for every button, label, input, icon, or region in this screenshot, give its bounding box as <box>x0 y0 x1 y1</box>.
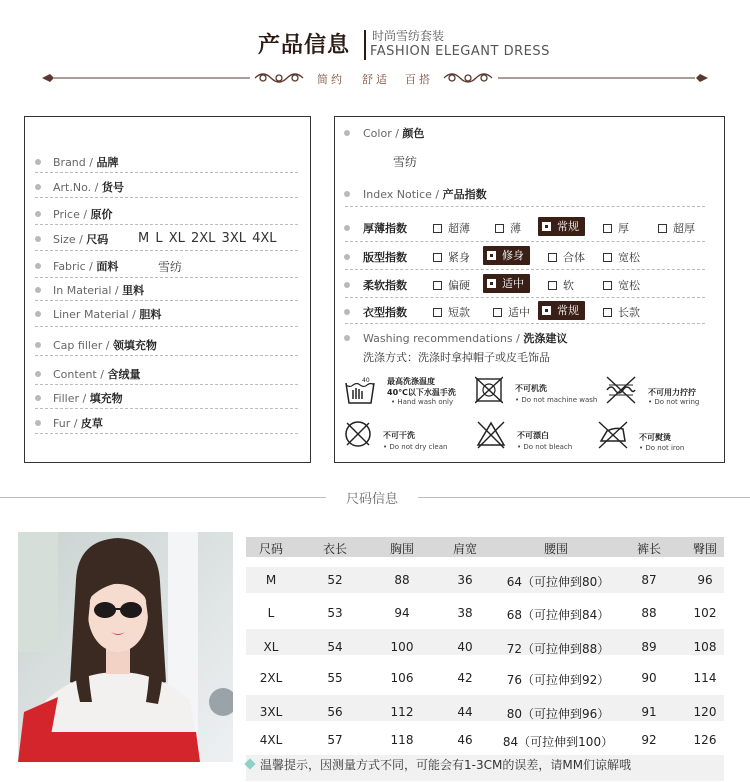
index-option: 宽松 <box>603 277 640 293</box>
info-label-fabric: Fabric / 面料 <box>53 260 119 273</box>
index-option: 厚 <box>603 220 629 236</box>
bullet-icon <box>35 184 41 190</box>
table-cell: 90 <box>641 671 657 685</box>
info-label-liner-material: Liner Material / 胆料 <box>53 308 162 321</box>
table-cell: 56 <box>327 705 343 719</box>
index-option: 偏硬 <box>433 277 470 293</box>
table-cell: 53 <box>327 606 343 620</box>
table-cell: 55 <box>327 671 343 685</box>
tagline-item: 百搭 <box>405 73 433 86</box>
color-label: Color / 颜色 <box>363 127 425 140</box>
table-cell: 52 <box>327 573 343 587</box>
table-cell: 102 <box>693 606 717 620</box>
divider <box>35 355 298 356</box>
size-notice: 温馨提示，因测量方式不同，可能会有1-3CM的误差，请MM们谅解哦 <box>260 758 632 772</box>
bullet-icon <box>35 287 41 293</box>
table-cell: 4XL <box>259 733 283 747</box>
index-option: 超厚 <box>658 220 695 236</box>
table-cell: 72（可拉伸到88） <box>506 642 610 656</box>
index-option: 宽松 <box>603 249 640 265</box>
wash-title: 不可漂白 <box>517 431 549 440</box>
divider <box>0 497 326 498</box>
divider <box>35 326 298 327</box>
index-name-fit: 版型指数 <box>363 251 407 264</box>
wash-title: 最高洗涤温度 <box>387 377 435 386</box>
table-cell: 100 <box>390 640 414 654</box>
index-name-softness: 柔软指数 <box>363 279 407 292</box>
table-cell: 91 <box>641 705 657 719</box>
bullet-icon <box>35 420 41 426</box>
ornament-right-icon <box>440 70 710 86</box>
index-name-length: 衣型指数 <box>363 306 407 319</box>
washing-label: Washing recommendations / 洗涤建议 <box>363 332 568 345</box>
wash-note: • Hand wash only <box>391 398 454 406</box>
bullet-icon <box>35 342 41 348</box>
wash-note: • Do not iron <box>639 444 685 452</box>
table-cell: 84（可拉伸到100） <box>502 735 614 749</box>
divider <box>35 250 298 251</box>
table-cell: 46 <box>457 733 473 747</box>
bullet-icon <box>344 309 350 315</box>
info-label-size: Size / 尺码 <box>53 233 109 246</box>
no-iron-icon <box>597 419 629 449</box>
title-divider <box>364 30 366 60</box>
divider <box>35 408 298 409</box>
divider <box>35 300 298 301</box>
table-header-cell: 腰围 <box>543 542 568 556</box>
info-label-in-material: In Material / 里料 <box>53 284 145 297</box>
table-cell: 112 <box>390 705 414 719</box>
washing-method: 洗涤方式：洗涤时拿掉帽子或皮毛饰品 <box>363 351 550 364</box>
table-header-row <box>246 537 724 557</box>
table-cell: 44 <box>457 705 473 719</box>
tagline-item: 简约 <box>317 73 345 86</box>
table-cell: M <box>265 573 277 587</box>
table-cell: 108 <box>693 640 717 654</box>
divider <box>35 224 298 225</box>
table-cell: XL <box>263 640 279 654</box>
table-cell: 3XL <box>259 705 283 719</box>
table-header-cell: 胸围 <box>389 542 414 556</box>
index-name-thickness: 厚薄指数 <box>363 222 407 235</box>
bullet-icon <box>344 282 350 288</box>
table-cell: 87 <box>641 573 657 587</box>
wash-title: 不可机洗 <box>515 384 547 393</box>
info-label-cap-filler: Cap filler / 领填充物 <box>53 339 157 352</box>
product-info-panel <box>24 116 311 463</box>
info-label-content: Content / 含绒量 <box>53 368 141 381</box>
no-dry-clean-icon <box>343 419 373 449</box>
table-header-cell: 肩宽 <box>452 542 477 556</box>
table-cell: 88 <box>394 573 410 587</box>
table-cell: 57 <box>327 733 343 747</box>
wash-note: • Do not wring <box>648 398 700 406</box>
table-header-cell: 衣长 <box>322 542 347 556</box>
divider <box>345 269 705 270</box>
info-label-brand: Brand / 品牌 <box>53 156 119 169</box>
divider <box>35 172 298 173</box>
info-label-fur: Fur / 皮草 <box>53 417 103 430</box>
divider <box>35 384 298 385</box>
wash-title: 不可干洗 <box>383 431 415 440</box>
svg-text:40: 40 <box>362 377 370 384</box>
tagline-item: 舒适 <box>362 73 390 86</box>
bullet-icon <box>344 130 350 136</box>
table-cell: 80（可拉伸到96） <box>506 707 610 721</box>
index-option: 长款 <box>603 304 640 320</box>
divider <box>345 297 705 298</box>
table-cell: 42 <box>457 671 473 685</box>
info-label-filler: Filler / 填充物 <box>53 392 123 405</box>
table-cell: 88 <box>641 606 657 620</box>
index-option: 超薄 <box>433 220 470 236</box>
bullet-icon <box>344 191 350 197</box>
table-cell: 92 <box>641 733 657 747</box>
divider <box>35 277 298 278</box>
table-cell: 96 <box>697 573 713 587</box>
info-label-art-no: Art.No. / 货号 <box>53 181 124 194</box>
divider <box>418 497 750 498</box>
table-header-cell: 裤长 <box>636 542 661 556</box>
hand-wash-icon <box>343 375 377 407</box>
index-option-selected: 适中 <box>483 274 530 293</box>
table-cell: 54 <box>327 640 343 654</box>
wash-note: • Do not bleach <box>517 443 573 451</box>
divider <box>35 433 298 434</box>
table-cell: 64（可拉伸到80） <box>506 575 610 589</box>
no-bleach-icon <box>475 419 507 449</box>
index-notice-label: Index Notice / 产品指数 <box>363 188 487 201</box>
table-cell: L <box>267 606 275 620</box>
bullet-icon <box>35 311 41 317</box>
page-subtitle-cn: 时尚雪纺套装 <box>372 29 445 43</box>
table-cell: 106 <box>390 671 414 685</box>
table-cell: 118 <box>390 733 414 747</box>
page-header <box>0 24 750 64</box>
bullet-icon <box>344 225 350 231</box>
wash-title: 不可熨烫 <box>639 433 671 442</box>
size-section-title: 尺码信息 <box>346 492 399 507</box>
wash-title: 40℃以下水温手洗 <box>387 388 456 397</box>
index-option: 紧身 <box>433 249 470 265</box>
bullet-icon <box>344 254 350 260</box>
table-cell: 94 <box>394 606 410 620</box>
no-wring-icon <box>605 375 637 405</box>
wash-note: • Do not machine wash <box>515 396 598 404</box>
bullet-icon <box>35 371 41 377</box>
table-cell: 40 <box>457 640 473 654</box>
table-cell: 114 <box>693 671 717 685</box>
color-value: 雪纺 <box>393 155 418 169</box>
table-cell: 68（可拉伸到84） <box>506 608 610 622</box>
index-option-selected: 常规 <box>538 301 585 320</box>
bullet-icon <box>35 211 41 217</box>
bullet-icon <box>35 159 41 165</box>
table-cell: 126 <box>693 733 717 747</box>
table-cell: 38 <box>457 606 473 620</box>
bullet-icon <box>344 335 350 341</box>
page-subtitle-en: FASHION ELEGANT DRESS <box>370 44 550 59</box>
divider <box>35 197 298 198</box>
table-header-cell: 臀围 <box>692 542 717 556</box>
index-option: 合体 <box>548 249 585 265</box>
table-cell: 89 <box>641 640 657 654</box>
product-index-panel <box>334 116 725 463</box>
bullet-icon <box>35 395 41 401</box>
bullet-icon <box>35 263 41 269</box>
info-label-price: Price / 原价 <box>53 208 113 221</box>
index-option: 适中 <box>493 304 530 320</box>
table-cell: 76（可拉伸到92） <box>506 673 610 687</box>
index-option: 软 <box>548 277 574 293</box>
table-cell: 120 <box>693 705 717 719</box>
ornament-left-icon <box>40 70 305 86</box>
wash-title: 不可用力拧拧 <box>648 388 696 397</box>
model-illustration-icon <box>18 532 233 762</box>
table-header-cell: 尺码 <box>258 542 283 556</box>
divider <box>345 241 705 242</box>
table-cell: 36 <box>457 573 473 587</box>
index-option: 薄 <box>495 220 521 236</box>
index-option-selected: 常规 <box>538 217 585 236</box>
divider <box>345 323 705 324</box>
index-option-selected: 修身 <box>483 246 530 265</box>
bullet-icon <box>35 236 41 242</box>
wash-note: • Do not dry clean <box>383 443 448 451</box>
no-machine-wash-icon <box>475 375 503 405</box>
info-value-size: M L XL 2XL 3XL 4XL <box>138 231 277 246</box>
info-value-fabric: 雪纺 <box>158 260 183 274</box>
model-photo <box>18 532 233 762</box>
index-option: 短款 <box>433 304 470 320</box>
divider <box>345 206 705 207</box>
page-title: 产品信息 <box>258 33 351 58</box>
table-cell: 2XL <box>259 671 283 685</box>
